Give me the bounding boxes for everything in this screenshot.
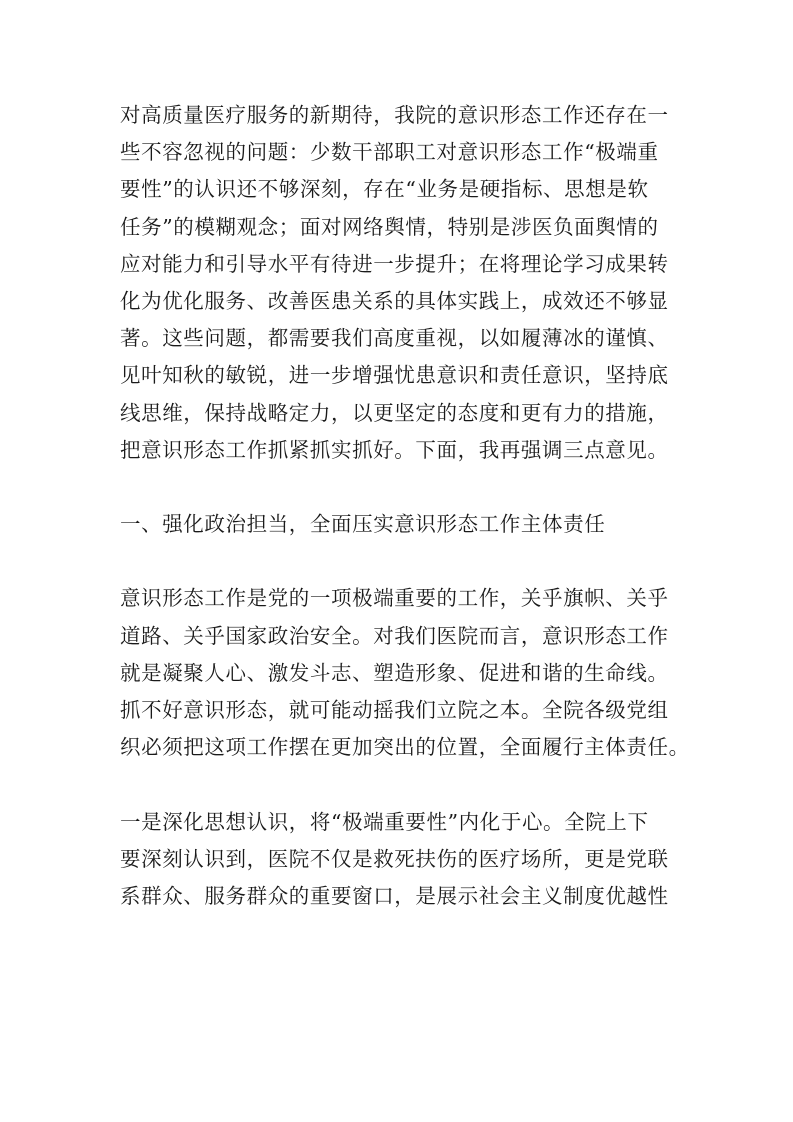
text-line: 织必须把这项工作摆在更加突出的位置，全面履行主体责任。	[120, 735, 690, 760]
text-line: 道路、关乎国家政治安全。对我们医院而言，意识形态工作	[120, 623, 669, 648]
section-heading	[120, 506, 686, 543]
paragraph-first-point	[120, 804, 686, 916]
paragraph-context	[120, 97, 686, 469]
text-line: 要深刻认识到，医院不仅是救死扶伤的医疗场所，更是党联	[120, 846, 669, 871]
text-line: 一是深化思想认识，将“极端重要性”内化于心。全院上下	[120, 809, 649, 834]
text-line: 应对能力和引导水平有待进一步提升；在将理论学习成果转	[120, 251, 669, 276]
text-line: 意识形态工作是党的一项极端重要的工作，关乎旗帜、关乎	[120, 586, 669, 611]
text-line: 著。这些问题，都需要我们高度重视，以如履薄冰的谨慎、	[120, 326, 669, 351]
heading-text: 一、强化政治担当，全面压实意识形态工作主体责任	[120, 512, 606, 537]
text-line: 线思维，保持战略定力，以更坚定的态度和更有力的措施，	[120, 400, 669, 425]
text-line: 要性”的认识还不够深刻，存在“业务是硬指标、思想是软	[120, 177, 649, 202]
text-line: 对高质量医疗服务的新期待，我院的意识形态工作还存在一	[120, 103, 669, 127]
text-line: 系群众、服务群众的重要窗口，是展示社会主义制度优越性	[120, 883, 669, 908]
paragraph-responsibility	[120, 580, 690, 766]
paragraph-spacer	[120, 766, 686, 803]
text-line: 就是凝聚人心、激发斗志、塑造形象、促进和谐的生命线。	[120, 660, 669, 685]
text-line: 抓不好意识形态，就可能动摇我们立院之本。全院各级党组	[120, 698, 669, 722]
text-line: 些不容忽视的问题：少数干部职工对意识形态工作“极端重	[120, 140, 659, 165]
document-body	[120, 97, 690, 915]
text-line: 把意识形态工作抓紧抓实抓好。下面，我再强调三点意见。	[120, 437, 669, 462]
text-line: 任务”的模糊观念；面对网络舆情，特别是涉医负面舆情的	[120, 214, 659, 239]
text-line: 化为优化服务、改善医患关系的具体实践上，成效还不够显	[120, 288, 669, 313]
paragraph-spacer	[120, 469, 686, 506]
text-line: 见叶知秋的敏锐，进一步增强忧患意识和责任意识，坚持底	[120, 363, 669, 388]
paragraph-spacer	[120, 543, 686, 580]
